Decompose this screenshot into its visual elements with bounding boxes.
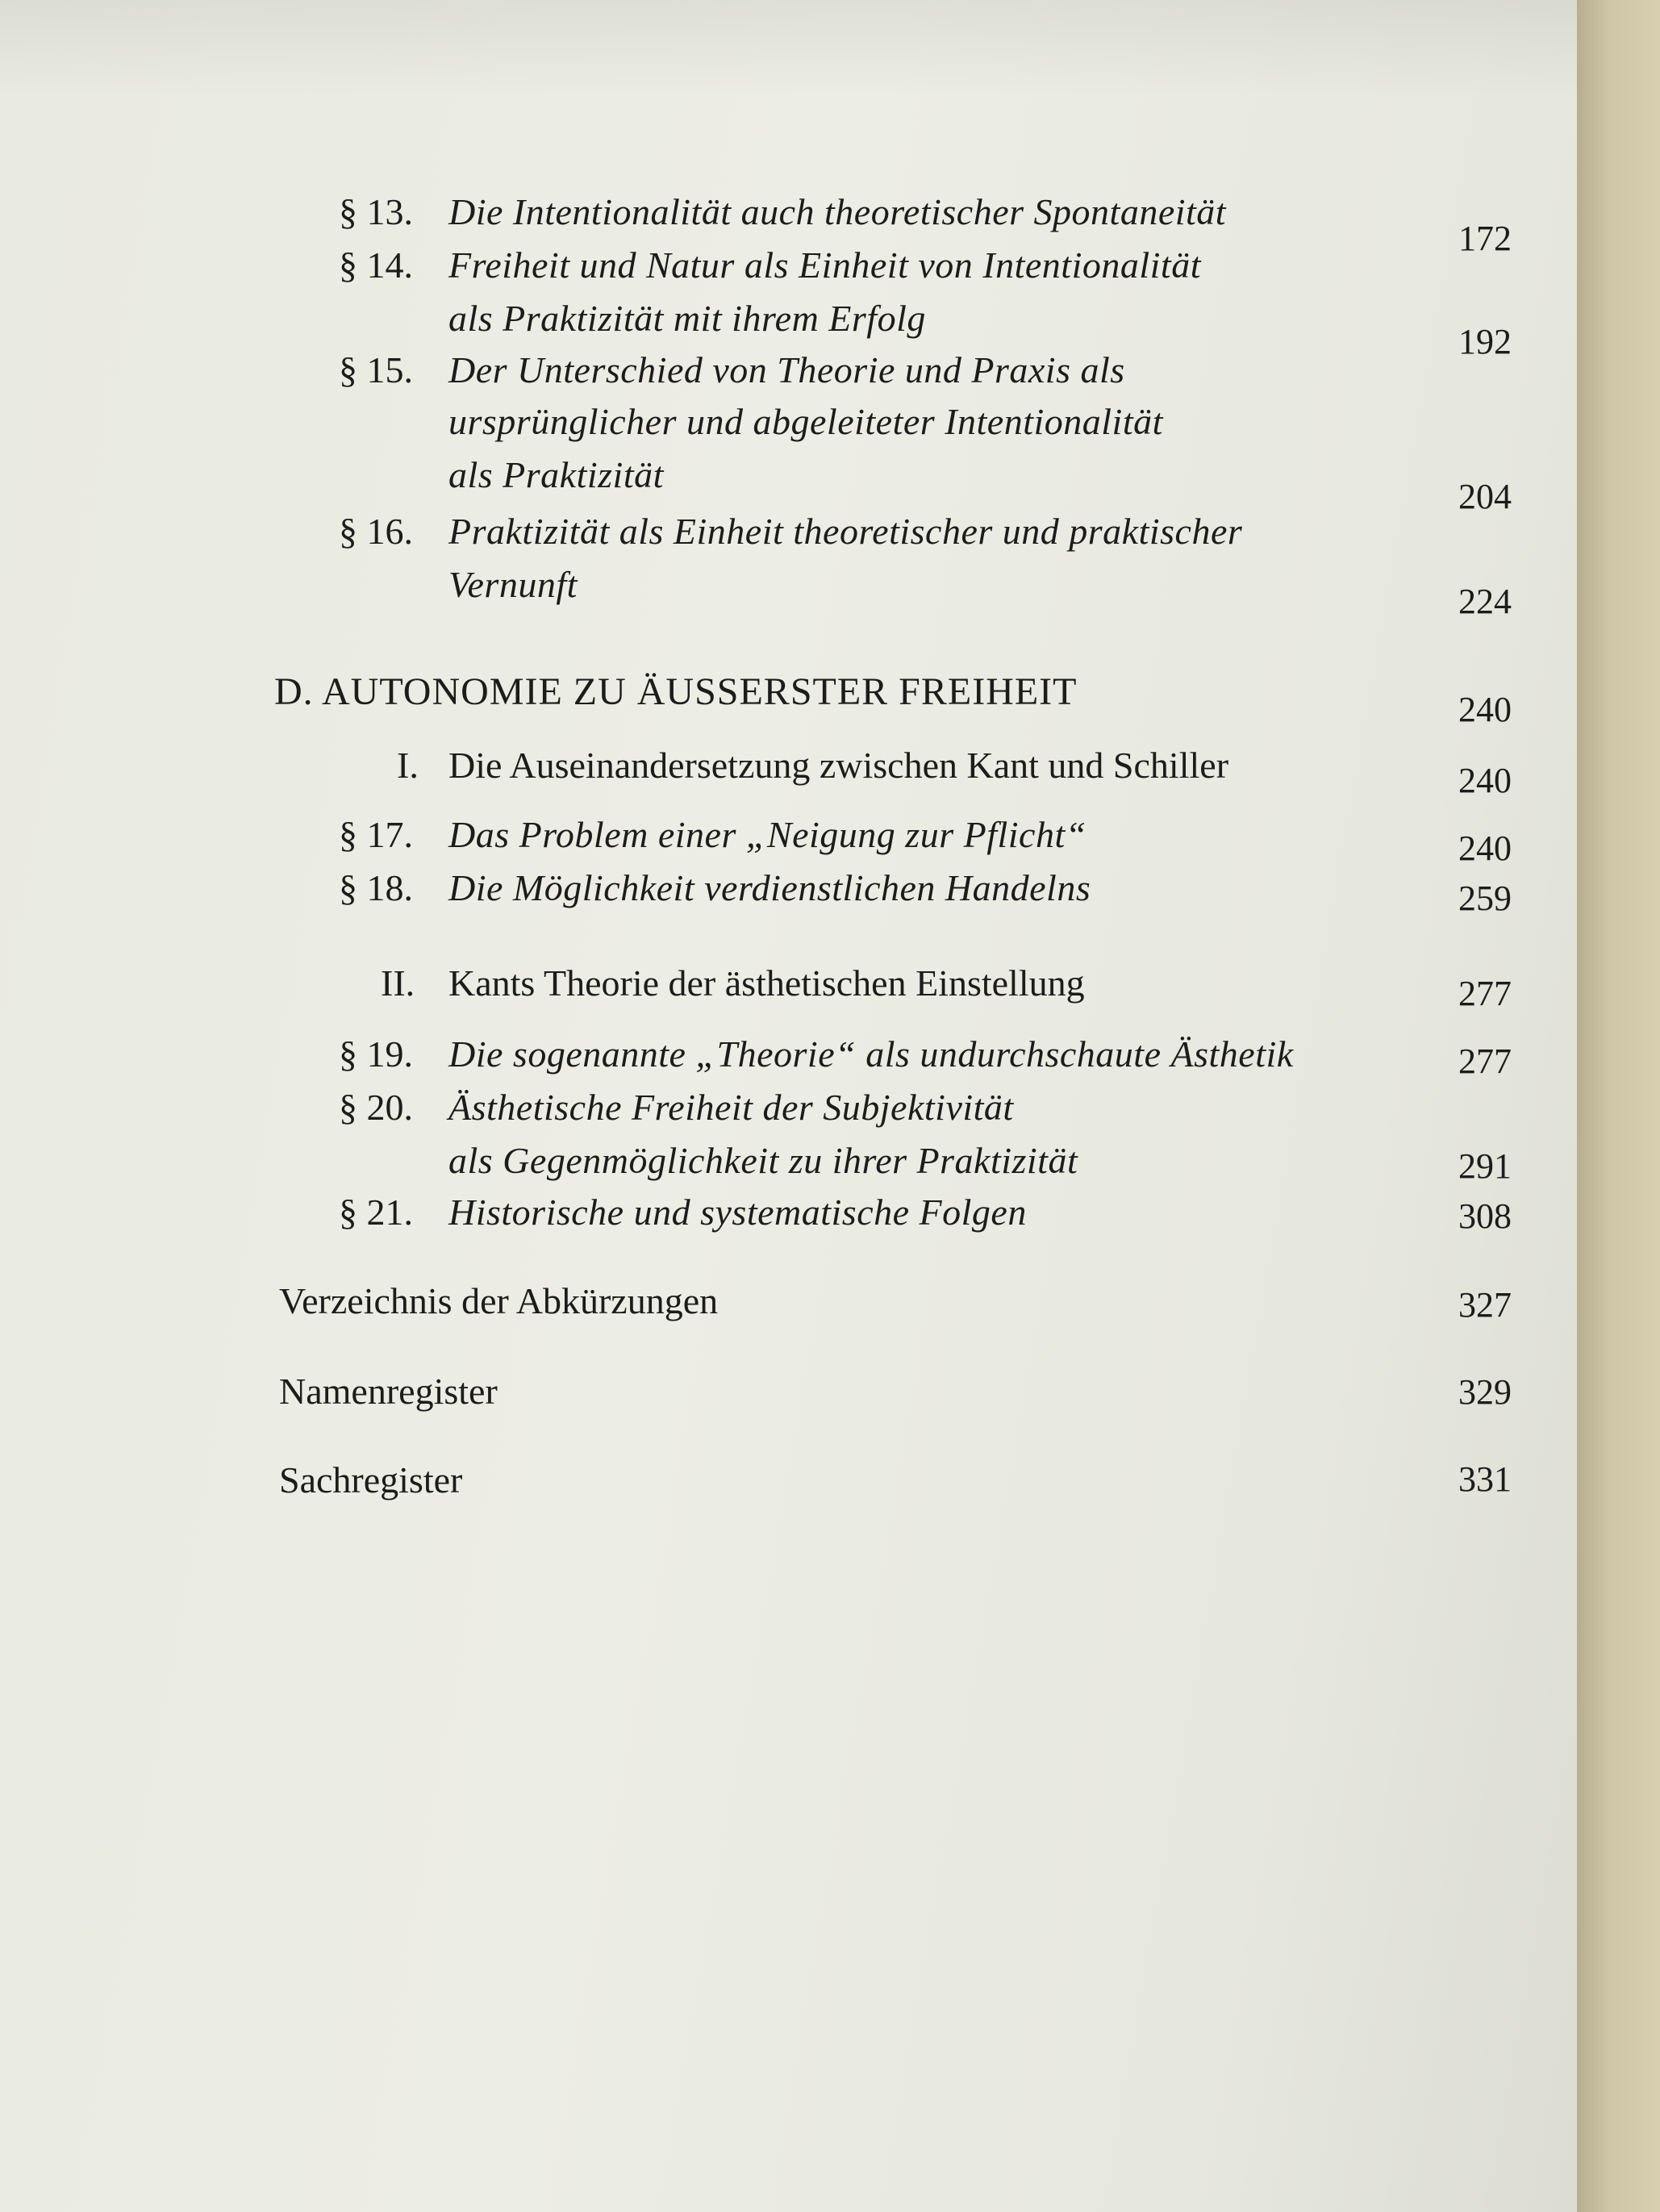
section-title-20-line2: als Gegenmöglichkeit zu ihrer Praktizität: [448, 1140, 1078, 1181]
page-number-20: 291: [1458, 1146, 1512, 1186]
page-number-18: 259: [1458, 879, 1512, 918]
section-title-14-line1: Freiheit und Natur als Einheit von Intentionalität: [448, 244, 1201, 286]
page-shadow: [0, 0, 1577, 97]
name-index-title: Namenregister: [279, 1371, 498, 1412]
page-number-subject-index: 331: [1458, 1459, 1512, 1499]
section-number-18: § 18.: [339, 867, 413, 908]
chapter-title-2: Kants Theorie der ästhetischen Einstellung: [448, 962, 1085, 1004]
section-title-21: Historische und systematische Folgen: [448, 1192, 1027, 1233]
section-title-17: Das Problem einer „Neigung zur Pflicht“: [448, 814, 1087, 855]
section-title-16-line2: Vernunft: [448, 564, 578, 605]
adjacent-book-edge: [1577, 0, 1660, 2212]
abbreviations-title: Verzeichnis der Abkürzungen: [279, 1280, 719, 1321]
section-title-18: Die Möglichkeit verdienstlichen Handelns: [448, 867, 1091, 908]
page-number-chapter-2: 277: [1458, 974, 1512, 1013]
part-d-title: D. AUTONOMIE ZU ÄUSSERSTER FREIHEIT: [274, 670, 1078, 713]
section-number-19: § 19.: [339, 1033, 413, 1075]
page-number-name-index: 329: [1458, 1372, 1512, 1412]
page-number-part-d: 240: [1458, 690, 1512, 729]
section-title-15-line1: Der Unterschied von Theorie und Praxis als: [448, 349, 1125, 390]
page-number-19: 277: [1458, 1041, 1512, 1081]
section-number-21: § 21.: [339, 1192, 413, 1233]
section-title-20-line1: Ästhetische Freiheit der Subjektivität: [448, 1087, 1014, 1128]
section-title-16-line1: Praktizität als Einheit theoretischer und praktischer: [448, 511, 1243, 552]
section-number-20: § 20.: [339, 1087, 413, 1128]
page-number-15: 204: [1458, 477, 1512, 516]
subject-index-title: Sachregister: [279, 1459, 463, 1500]
section-title-19: Die sogenannte „Theorie“ als undurchschaute Ästhetik: [448, 1033, 1294, 1075]
chapter-title-1: Die Auseinandersetzung zwischen Kant und Schiller: [448, 745, 1229, 786]
page-number-14: 192: [1458, 322, 1512, 361]
page-number-16: 224: [1458, 582, 1512, 621]
chapter-number-2: II.: [381, 962, 415, 1004]
section-title-14-line2: als Praktizität mit ihrem Erfolg: [448, 298, 926, 339]
page-number-21: 308: [1458, 1196, 1512, 1236]
chapter-number-1: I.: [397, 745, 419, 786]
page-number-17: 240: [1458, 828, 1512, 868]
section-number-14: § 14.: [339, 244, 413, 286]
section-title-13: Die Intentionalität auch theoretischer Spontaneität: [448, 191, 1227, 232]
section-number-13: § 13.: [339, 191, 413, 232]
section-title-15-line3: als Praktizität: [448, 454, 664, 495]
section-title-15-line2: ursprünglicher und abgeleiteter Intentionalität: [448, 401, 1163, 442]
page-number-abbreviations: 327: [1458, 1285, 1512, 1325]
section-number-16: § 16.: [339, 511, 413, 552]
page-number-13: 172: [1458, 219, 1512, 258]
page-number-chapter-1: 240: [1458, 761, 1512, 800]
section-number-17: § 17.: [339, 814, 413, 855]
section-number-15: § 15.: [339, 349, 413, 390]
